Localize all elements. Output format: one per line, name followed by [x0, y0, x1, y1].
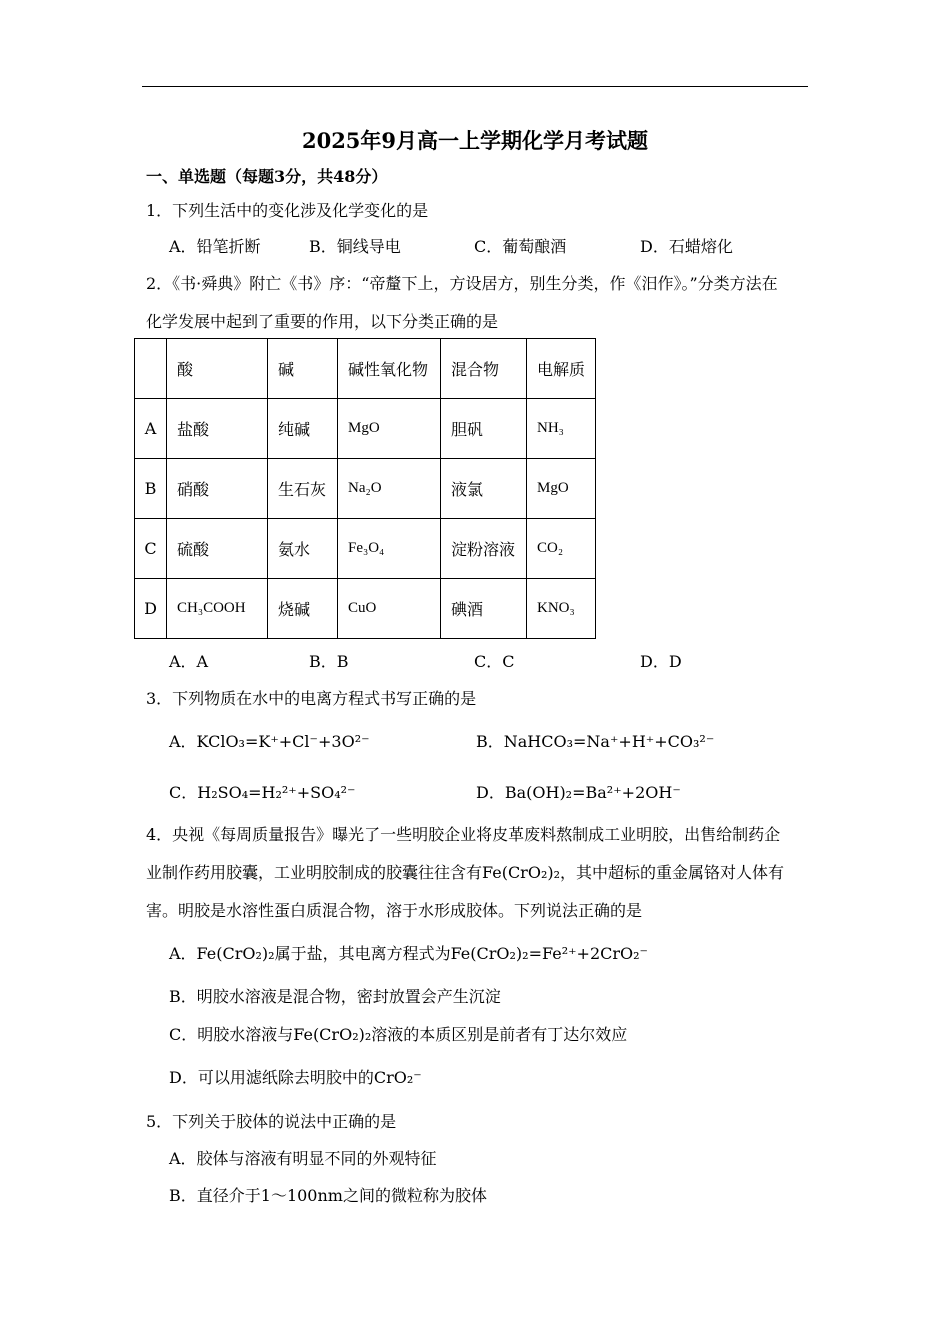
- question-4-option-d[interactable]: D．可以用滤纸除去明胶中的CrO₂⁻: [169, 1068, 422, 1087]
- question-2-stem-line-2: 化学发展中起到了重要的作用，以下分类正确的是: [146, 312, 499, 331]
- question-1-option-b[interactable]: B．铜线导电: [309, 237, 401, 256]
- table-cell: 碘酒: [441, 579, 527, 639]
- table-header-cell: 混合物: [441, 339, 527, 399]
- question-4-stem-line-1: 4．央视《每周质量报告》曝光了一些明胶企业将皮革废料熬制成工业明胶，出售给制药企: [146, 825, 781, 844]
- row-label: D: [135, 579, 167, 639]
- row-label: C: [135, 519, 167, 579]
- question-1-option-a[interactable]: A．铅笔折断: [169, 237, 261, 256]
- table-cell: 液氯: [441, 459, 527, 519]
- table-row: [135, 519, 596, 579]
- table-cell: MgO: [527, 459, 596, 519]
- question-2-stem-line-1: 2．《书·舜典》附亡《书》序：“帝釐下上，方设居方，别生分类，作《汨作》。”分类方法在: [146, 274, 778, 293]
- table-header-cell: 碱性氧化物: [338, 339, 441, 399]
- question-3-option-d[interactable]: D．Ba(OH)₂=Ba²⁺+2OH⁻: [476, 783, 681, 802]
- table-header-row: [135, 339, 596, 399]
- question-3-option-b[interactable]: B．NaHCO₃=Na⁺+H⁺+CO₃²⁻: [476, 732, 715, 751]
- question-1-option-c[interactable]: C．葡萄酿酒: [474, 237, 567, 256]
- table-cell: MgO: [338, 399, 441, 459]
- table-cell: CuO: [338, 579, 441, 639]
- table-header-cell: 碱: [268, 339, 338, 399]
- table-cell: 胆矾: [441, 399, 527, 459]
- row-label: A: [135, 399, 167, 459]
- section-heading: 一、单选题（每题3分，共48分）: [146, 167, 388, 186]
- question-3-stem: 3．下列物质在水中的电离方程式书写正确的是: [146, 689, 477, 708]
- table-cell: KNO₃: [527, 579, 596, 639]
- table-header-cell: [135, 339, 167, 399]
- table-cell: 硫酸: [167, 519, 268, 579]
- question-4-stem-line-3: 害。明胶是水溶性蛋白质混合物，溶于水形成胶体。下列说法正确的是: [146, 901, 643, 920]
- question-4-option-c[interactable]: C．明胶水溶液与Fe(CrO₂)₂溶液的本质区别是前者有丁达尔效应: [169, 1025, 628, 1044]
- table-cell: 硝酸: [167, 459, 268, 519]
- row-label: B: [135, 459, 167, 519]
- classification-table: [134, 338, 596, 639]
- question-2-option-a[interactable]: A．A: [169, 652, 209, 671]
- question-3-option-c[interactable]: C．H₂SO₄=H₂²⁺+SO₄²⁻: [169, 783, 356, 802]
- header-rule: [142, 86, 808, 87]
- table-cell: Fe₃O₄: [338, 519, 441, 579]
- table-row: [135, 459, 596, 519]
- page-title: 2025年9月高一上学期化学月考试题: [301, 128, 649, 153]
- question-4-option-a[interactable]: A．Fe(CrO₂)₂属于盐，其电离方程式为Fe(CrO₂)₂=Fe²⁺+2CrO₂⁻: [169, 944, 649, 963]
- table-cell: 淀粉溶液: [441, 519, 527, 579]
- question-5-option-a[interactable]: A．胶体与溶液有明显不同的外观特征: [169, 1149, 437, 1168]
- table-cell: NH₃: [527, 399, 596, 459]
- table-cell: 纯碱: [268, 399, 338, 459]
- question-2-option-d[interactable]: D．D: [640, 652, 682, 671]
- table-cell: 烧碱: [268, 579, 338, 639]
- table-cell: 盐酸: [167, 399, 268, 459]
- table-cell: Na₂O: [338, 459, 441, 519]
- question-1-option-d[interactable]: D．石蜡熔化: [640, 237, 733, 256]
- question-5-stem: 5．下列关于胶体的说法中正确的是: [146, 1112, 397, 1131]
- question-1-stem: 1．下列生活中的变化涉及化学变化的是: [146, 201, 429, 220]
- question-5-option-b[interactable]: B．直径介于1～100nm之间的微粒称为胶体: [169, 1186, 487, 1205]
- question-4-option-b[interactable]: B．明胶水溶液是混合物，密封放置会产生沉淀: [169, 987, 501, 1006]
- table-row: [135, 399, 596, 459]
- table-header-cell: 电解质: [527, 339, 596, 399]
- table-header-cell: 酸: [167, 339, 268, 399]
- table-row: [135, 579, 596, 639]
- table-cell: 生石灰: [268, 459, 338, 519]
- table-cell: CH₃COOH: [167, 579, 268, 639]
- question-4-stem-line-2: 业制作药用胶囊，工业明胶制成的胶囊往往含有Fe(CrO₂)₂，其中超标的重金属铬对人体有: [146, 863, 785, 882]
- question-2-option-b[interactable]: B．B: [309, 652, 349, 671]
- table-cell: CO₂: [527, 519, 596, 579]
- question-3-option-a[interactable]: A．KClO₃=K⁺+Cl⁻+3O²⁻: [169, 732, 370, 751]
- question-2-option-c[interactable]: C．C: [474, 652, 515, 671]
- table-cell: 氨水: [268, 519, 338, 579]
